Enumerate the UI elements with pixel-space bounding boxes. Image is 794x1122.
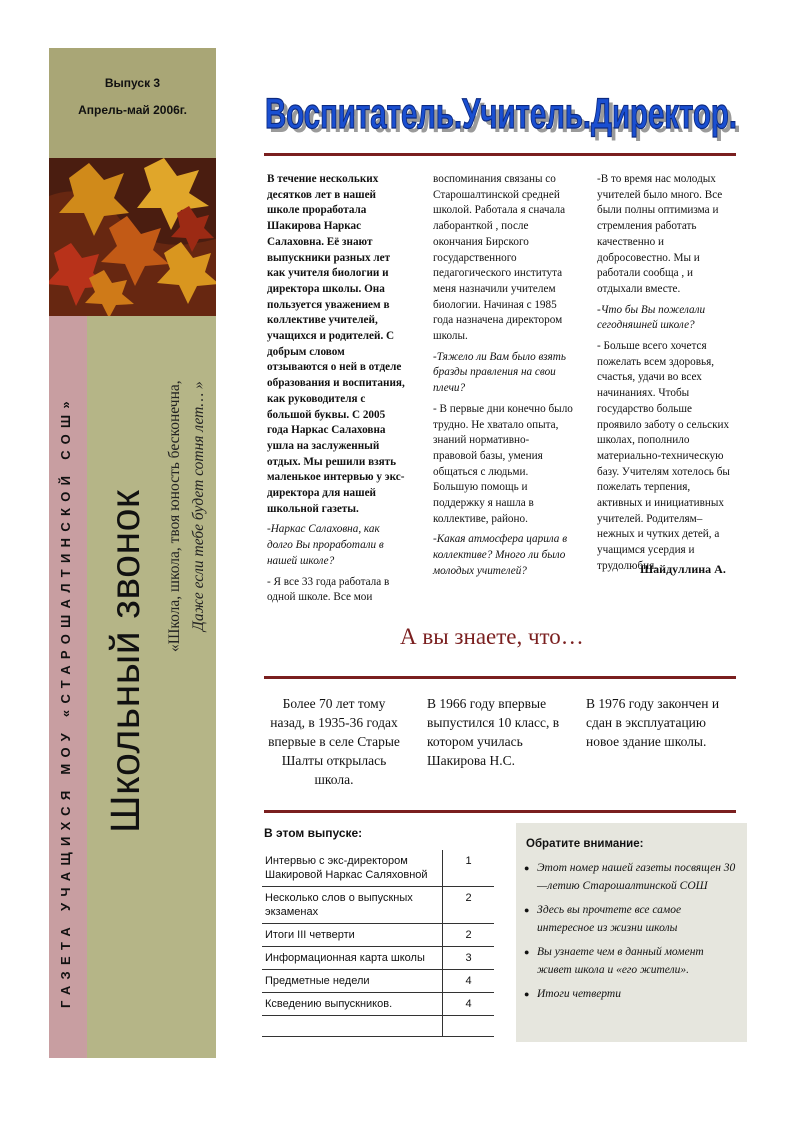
attention-item: ● Итоги четверти	[524, 986, 739, 1004]
issue-date: Апрель-май 2006г.	[78, 103, 187, 117]
toc-row-label	[262, 1016, 443, 1037]
interview-answer-2: - В первые дни конечно было трудно. Не хватало опыта, знаний нормативно-правовой базы, умения общаться с людьми. Большую помощь и поддержку я нашла в коллективе, районо.	[433, 402, 573, 525]
interview-question-3: -Какая атмосфера царила в коллективе? Много ли было молодых учителей?	[433, 533, 568, 577]
attention-item: ● Вы узнаете чем в данный момент живет школа и «его жители».	[524, 944, 739, 979]
toc-row[interactable]	[262, 850, 494, 887]
headline	[262, 74, 752, 144]
facts-top-divider	[264, 676, 736, 679]
interview-question-2: -Тяжело ли Вам было взять бразды правления на свои плечи?	[433, 350, 566, 395]
article-author: Шайдуллина А.	[640, 562, 726, 576]
epigraph-line-2: Даже если тебе будет сотня лет… »	[190, 381, 207, 631]
attention-item: ● Этот номер нашей газеты посвящен 30—летию Старошалтинской СОШ	[524, 860, 739, 895]
article-column-1	[267, 172, 407, 610]
autumn-leaves-image	[49, 158, 216, 316]
toc-row-page: 2	[443, 887, 495, 924]
newspaper-title: Школьный звонок	[102, 489, 148, 833]
epigraph-line-1: «Школа, школа, твоя юность бесконечна,	[166, 380, 183, 652]
newspaper-subtitle: ГАЗЕТА УЧАЩИХСЯ МОУ «СТАРОШАЛТИНСКОЙ СОШ»	[58, 395, 73, 1008]
toc-row-label: Несколько слов о выпускных экзаменах	[262, 887, 443, 924]
toc-row-page: 2	[443, 924, 495, 947]
article-column-3	[597, 172, 737, 580]
interview-answer-3: -В то время нас молодых учителей было много. Все были полны оптимизма и стремления работать качественно и добросовестно. Мы и работали сообща , и отдыхали вместе.	[597, 173, 723, 295]
toc-row-label: Предметные недели	[262, 970, 443, 993]
toc-row-page: 4	[443, 993, 495, 1016]
issue-info-box	[49, 48, 216, 158]
toc-row[interactable]	[262, 887, 494, 924]
facts-title: А вы знаете, что…	[400, 624, 584, 649]
toc-row-page	[443, 1016, 495, 1037]
toc-row-page: 4	[443, 970, 495, 993]
toc-row-page: 3	[443, 947, 495, 970]
interview-answer-1-cont: воспоминания связаны со Старошалтинской средней школой. Работала я сначала лаборанткой , после окончания Бирского государственного педагогического института меня назначили учителем биологии. Начиная с 1985 года назначена директором школы.	[433, 173, 566, 343]
toc-title: В этом выпуске:	[264, 826, 363, 840]
headline-shadow: Воспитатель.Учитель.Директор.	[269, 94, 741, 142]
interview-answer-4: - Больше всего хочется пожелать всем здоровья, счастья, удачи во всех начинаниях. Чтобы государство больше проявило заботу о сельских школах, пополнило материально-техническую базу. Учителям хотелось бы пожелать терпения, активных и инициативных учителей. Родителям– нежных и чутких детей, а учащимся усердия и трудолюбия.	[597, 340, 730, 572]
toc-row-page: 1	[443, 850, 495, 887]
interview-question-1: -Наркас Салаховна, как долго Вы проработали в нашей школе?	[267, 523, 384, 567]
toc-table	[262, 850, 494, 1037]
attention-title: Обратите внимание:	[526, 838, 644, 850]
toc-row[interactable]	[262, 970, 494, 993]
toc-row-empty	[262, 1016, 494, 1037]
headline-text: Воспитатель.Учитель.Директор.	[265, 90, 737, 138]
attention-list	[524, 860, 739, 1011]
headline-divider	[264, 153, 736, 156]
article-column-2	[433, 172, 573, 585]
toc-row-label: Ксведению выпускников.	[262, 993, 443, 1016]
fact-item-3: В 1976 году закончен и сдан в эксплуатацию новое здание школы.	[586, 696, 720, 749]
interview-question-4: -Что бы Вы пожелали сегодняшней школе?	[597, 303, 706, 332]
toc-row-label: Информационная карта школы	[262, 947, 443, 970]
fact-item-1: Более 70 лет тому назад, в 1935-36 годах впервые в селе Старые Шалты открылась школа.	[268, 696, 400, 787]
issue-number: Выпуск 3	[104, 76, 161, 90]
interview-answer-1: - Я все 33 года работала в одной школе. Все мои	[267, 575, 390, 604]
toc-row-label: Итоги III четверти	[262, 924, 443, 947]
attention-item: ● Здесь вы прочтете все самое интересное из жизни школы	[524, 902, 739, 937]
toc-row[interactable]	[262, 947, 494, 970]
facts-bottom-divider	[264, 810, 736, 813]
toc-row[interactable]	[262, 993, 494, 1016]
toc-row-label: Интервью с экс-директором Шакировой Наркас Саляховной	[262, 850, 443, 887]
toc-row[interactable]	[262, 924, 494, 947]
fact-item-2: В 1966 году впервые выпустился 10 класс, в котором училась Шакирова Н.С.	[427, 696, 560, 768]
article-lead: В течение нескольких десятков лет в нашей школе проработала Шакирова Наркас Салаховна. Её знают выпускники разных лет как учителя биологии и директора школы. Она пользуется уважением в коллективе учителей, учащихся и родителей. С добрым словом отзываются о ней в отделе образования и воспитания, как руководителя с большой буквы. С 2005 года Наркас Салаховна ушла на заслуженный отдых. Мы решили взять маленькое интервью у экс-директора для нашей школьной газеты.	[267, 173, 405, 515]
